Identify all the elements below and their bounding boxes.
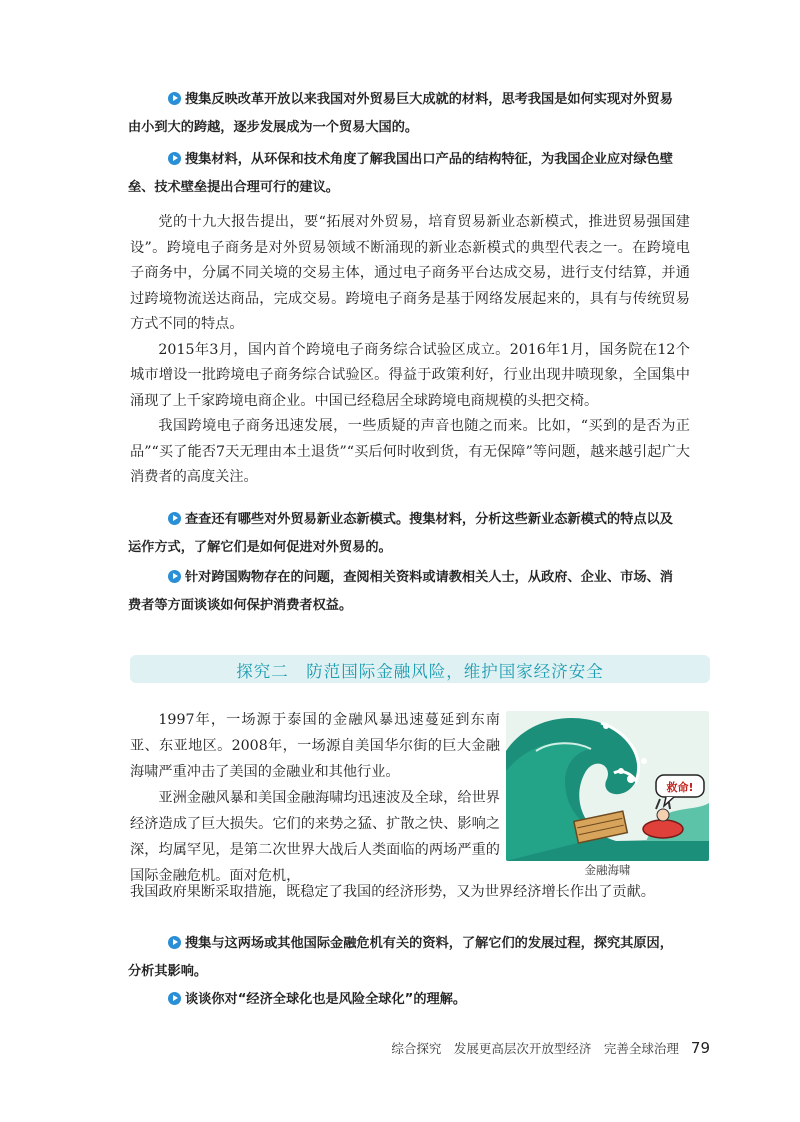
task-item xyxy=(128,930,708,986)
task-text-cont: 费者等方面谈谈如何保护消费者权益。 xyxy=(128,598,353,613)
paragraph: 2015年3月，国内首个跨境电子商务综合试验区成立。2016年1月，国务院在12个城市增设一批跨境电子商务综合试验区。得益于政策利好，行业出现井喷现象，全国集中涌现了上千家跨境电商企业。中国已经稳居全球跨境电商规模的头把交椅。 xyxy=(130,341,690,409)
task-text-cont: 垒、技术壁垒提出合理可行的建议。 xyxy=(128,180,339,195)
crisis-last-line: 我国政府果断采取措施，既稳定了我国的经济形势，又为世界经济增长作出了贡献。 xyxy=(130,884,655,900)
task-text: 搜集与这两场或其他国际金融危机有关的资料，了解它们的发展过程，探究其原因， xyxy=(185,936,673,951)
middle-task-list xyxy=(128,506,708,620)
crisis-text xyxy=(130,707,500,889)
task-item xyxy=(128,146,708,202)
paragraph: 我国跨境电子商务迅速发展，一些质疑的声音也随之而来。比如，“买到的是否为正品”“买了能否7天无理由本土退货”“买后何时收到货，有无保障”等问题，越来越引起广大消费者的高度关注。 xyxy=(130,418,690,485)
task-text: 查查还有哪些对外贸易新业态新模式。搜集材料，分析这些新业态新模式的特点以及 xyxy=(185,512,673,527)
play-bullet-icon xyxy=(168,936,181,949)
body-text xyxy=(130,210,690,491)
financial-tsunami-illustration xyxy=(506,711,709,861)
task-text-cont: 分析其影响。 xyxy=(128,964,208,979)
play-bullet-icon xyxy=(168,992,181,1005)
task-item xyxy=(128,86,708,142)
play-bullet-icon xyxy=(168,512,181,525)
task-text: 搜集反映改革开放以来我国对外贸易巨大成就的材料，思考我国是如何实现对外贸易 xyxy=(185,92,673,107)
task-text: 搜集材料，从环保和技术角度了解我国出口产品的结构特征，为我国企业应对绿色壁 xyxy=(185,152,673,167)
task-item xyxy=(128,564,708,620)
paragraph: 党的十九大报告提出，要“拓展对外贸易，培育贸易新业态新模式，推进贸易强国建设”。跨境电子商务是对外贸易领域不断涌现的新业态新模式的典型代表之一。在跨境电子商务中，分属不同关境的交易主体，通过电子商务平台达成交易，进行支付结算，并通过跨境物流送达商品，完成交易。跨境电子商务是基于网络发展起来的，具有与传统贸易方式不同的特点。 xyxy=(130,214,690,332)
section-title: 探究二 防范国际金融风险，维护国家经济安全 xyxy=(236,662,604,681)
task-text: 谈谈你对“经济全球化也是风险全球化”的理解。 xyxy=(185,992,467,1007)
page-footer xyxy=(340,1039,710,1057)
task-item xyxy=(148,986,708,1014)
task-text: 针对跨国购物存在的问题，查阅相关资料或请教相关人士，从政府、企业、市场、消 xyxy=(185,570,673,585)
play-bullet-icon xyxy=(168,92,181,105)
paragraph: 亚洲金融风暴和美国金融海啸均迅速波及全球，给世界经济造成了巨大损失。它们的来势之猛、扩散之快、影响之深，均属罕见，是第二次世界大战后人类面临的两场严重的国际金融危机。面对危机， xyxy=(130,790,500,884)
bottom-task-list xyxy=(128,930,708,1014)
cartoon-shout: 救命! xyxy=(666,781,694,794)
top-task-list xyxy=(128,86,708,202)
paragraph: 1997年，一场源于泰国的金融风暴迅速蔓延到东南亚、东亚地区。2008年，一场源自美国华尔街的巨大金融海啸严重冲击了美国的金融业和其他行业。 xyxy=(130,712,500,780)
task-text-cont: 由小到大的跨越，逐步发展成为一个贸易大国的。 xyxy=(128,120,419,135)
play-bullet-icon xyxy=(168,570,181,583)
tsunami-cartoon xyxy=(506,711,709,861)
task-text-cont: 运作方式，了解它们是如何促进对外贸易的。 xyxy=(128,540,392,555)
task-item xyxy=(128,506,708,562)
page-number: 79 xyxy=(690,1039,710,1057)
running-footer: 综合探究 发展更高层次开放型经济 完善全球治理 xyxy=(391,1041,679,1056)
play-bullet-icon xyxy=(168,152,181,165)
figure-caption: 金融海啸 xyxy=(584,863,631,877)
section-heading xyxy=(130,655,710,683)
